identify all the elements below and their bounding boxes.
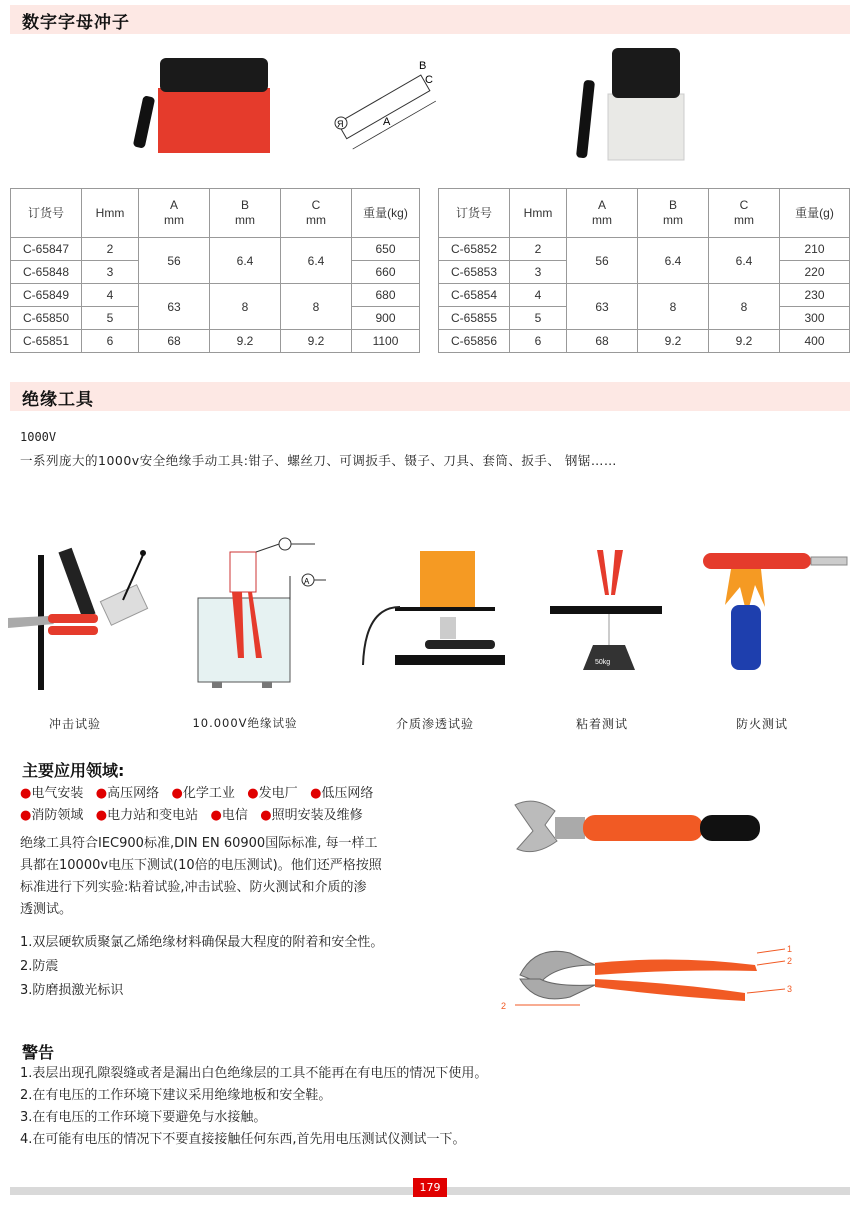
application-item: 高压网络 [107,786,160,801]
page-number: 179 [413,1178,447,1197]
table-cell: 2 [510,238,567,261]
table-cell: 8 [281,284,352,330]
table-cell: 68 [139,330,210,353]
table-cell: 56 [139,238,210,284]
test-caption: 防火测试 [735,717,788,731]
warning-item: 1.表层出现孔隙裂缝或者是漏出白色绝缘层的工具不能再在有电压的情况下使用。 [20,1066,488,1081]
application-item: 消防领域 [31,808,84,823]
table-cell: 68 [567,330,638,353]
test-caption: 粘着测试 [575,717,628,731]
table-cell: 8 [709,284,780,330]
table-cell: 230 [780,284,850,307]
table-cell: 6.4 [638,238,709,284]
table-cell: C-65848 [11,261,82,284]
red-punch-set-image [130,48,275,158]
callout-label: 3 [787,984,793,994]
table-cell: 56 [567,238,638,284]
table-cell: C-65852 [439,238,510,261]
col-header: B mm [638,189,709,238]
table-cell: 9.2 [281,330,352,353]
col-header: Hmm [82,189,139,238]
single-punch [133,95,156,148]
table-cell: C-65850 [11,307,82,330]
intro-line: 一系列庞大的1000v安全绝缘手动工具:钳子、螺丝刀、可调扳手、镊子、刀具、套筒、扳手、 钢锯…… [20,453,617,468]
test-caption: 10.000V绝缘试验 [192,716,298,730]
bullet-icon: ● [260,808,272,823]
test-caption: 介质渗透试验 [395,717,474,731]
application-item: 电力站和变电站 [107,808,199,823]
table-cell: 680 [352,284,420,307]
feature-item: 1.双层硬软质聚氯乙烯绝缘材料确保最大程度的附着和安全性。 [20,935,384,950]
bullet-icon: ● [247,786,259,801]
application-item: 低压网络 [321,786,374,801]
ammeter-label: A [304,577,310,586]
impact-test-image [8,540,158,690]
table-cell: 8 [638,284,709,330]
warning-item: 4.在可能有电压的情况下不要直接接触任何东西,首先用电压测试仪测试一下。 [20,1132,466,1147]
table-cell: C-65854 [439,284,510,307]
red-box [158,88,270,153]
single-punch [576,80,595,159]
col-header: Hmm [510,189,567,238]
table-cell: 6 [82,330,139,353]
table-cell: 3 [510,261,567,284]
dim-c-label: C [425,74,433,86]
white-punch-set-image [570,42,690,162]
test-caption: 冲击试验 [48,717,101,731]
table-cell: 650 [352,238,420,261]
standards-paragraph [20,833,450,921]
table-cell: 6 [510,330,567,353]
application-item: 化学工业 [182,786,235,801]
warning-list [20,1063,820,1151]
application-item: 电气安装 [31,786,84,801]
warning-item: 2.在有电压的工作环境下建议采用绝缘地板和安全鞋。 [20,1088,332,1103]
col-header: 订货号 [11,189,82,238]
table-cell: 1100 [352,330,420,353]
warning-title: 警告 [22,1043,55,1062]
application-item: 发电厂 [258,786,298,801]
table-cell: 63 [139,284,210,330]
bullet-icon: ● [310,786,322,801]
feature-item: 3.防磨损激光标识 [20,983,124,998]
col-header: 重量(g) [780,189,850,238]
table-cell: 6.4 [210,238,281,284]
table-cell: 63 [567,284,638,330]
adjustable-wrench-image [505,795,765,865]
adhesion-test-image [545,540,675,680]
table-cell: C-65847 [11,238,82,261]
paragraph-line: 标准进行下列实验:粘着试验,冲击试验、防火测试和介质的渗 [20,880,367,895]
table-cell: 9.2 [638,330,709,353]
features-list [20,932,460,1002]
cable-cutter-image [495,935,805,1025]
table-cell: 2 [82,238,139,261]
col-header: 订货号 [439,189,510,238]
callout-label: 2 [501,1001,507,1011]
bullet-icon: ● [20,786,32,801]
application-item: 电信 [221,808,248,823]
col-header: A mm [139,189,210,238]
dim-a-label: A [383,116,391,128]
applications-row [20,782,373,801]
table-cell: 9.2 [210,330,281,353]
bullet-icon: ● [210,808,222,823]
table-cell: 6.4 [709,238,780,284]
bullet-icon: ● [171,786,183,801]
feature-item: 2.防震 [20,959,59,974]
table-cell: 4 [82,284,139,307]
callout-label: 2 [787,956,793,966]
table-cell: C-65856 [439,330,510,353]
table-cell: 900 [352,307,420,330]
warning-item: 3.在有电压的工作环境下要避免与水接触。 [20,1110,267,1125]
table-cell: 5 [510,307,567,330]
table-cell: 400 [780,330,850,353]
applications-row [20,804,363,823]
bullet-icon: ● [95,786,108,801]
section-title: 绝缘工具 [22,390,94,410]
paragraph-line: 具都在10000v电压下测试(10倍的电压测试)。他们还严格按照 [20,858,382,873]
punch-dimension-diagram [325,55,445,155]
bullet-icon: ● [20,808,32,823]
insulation-test-image [190,530,340,695]
spec-table-kg [10,188,420,353]
bullet-icon: ● [95,808,108,823]
punch-heads [160,58,268,92]
applications-title: 主要应用领域: [22,761,125,780]
spec-table-g [438,188,850,353]
table-cell: 3 [82,261,139,284]
dim-b-label: B [419,60,427,72]
voltage-line: 1000V [20,430,57,444]
table-cell: C-65851 [11,330,82,353]
table-cell: 660 [352,261,420,284]
table-cell: C-65849 [11,284,82,307]
table-cell: 5 [82,307,139,330]
col-header: A mm [567,189,638,238]
weight-label: 50kg [595,659,611,666]
dielectric-test-image [355,545,520,675]
paragraph-line: 绝缘工具符合IEC900标准,DIN EN 60900国际标准, 每一样工 [20,836,378,851]
table-cell: C-65855 [439,307,510,330]
table-cell: 4 [510,284,567,307]
callout-label: 1 [787,944,793,954]
application-item: 照明安装及维修 [271,808,363,823]
symbol-label: Я [337,119,344,129]
col-header: C mm [709,189,780,238]
table-cell: 210 [780,238,850,261]
table-cell: 8 [210,284,281,330]
table-cell: 300 [780,307,850,330]
section-title: 数字字母冲子 [22,13,130,33]
table-cell: 9.2 [709,330,780,353]
table-cell: C-65853 [439,261,510,284]
table-cell: 220 [780,261,850,284]
col-header: C mm [281,189,352,238]
section-header-punches [10,5,850,34]
paragraph-line: 透测试。 [20,902,73,917]
col-header: 重量(kg) [352,189,420,238]
col-header: B mm [210,189,281,238]
table-cell: 6.4 [281,238,352,284]
fire-test-image [695,545,855,675]
section-header-insulated-tools [10,382,850,411]
